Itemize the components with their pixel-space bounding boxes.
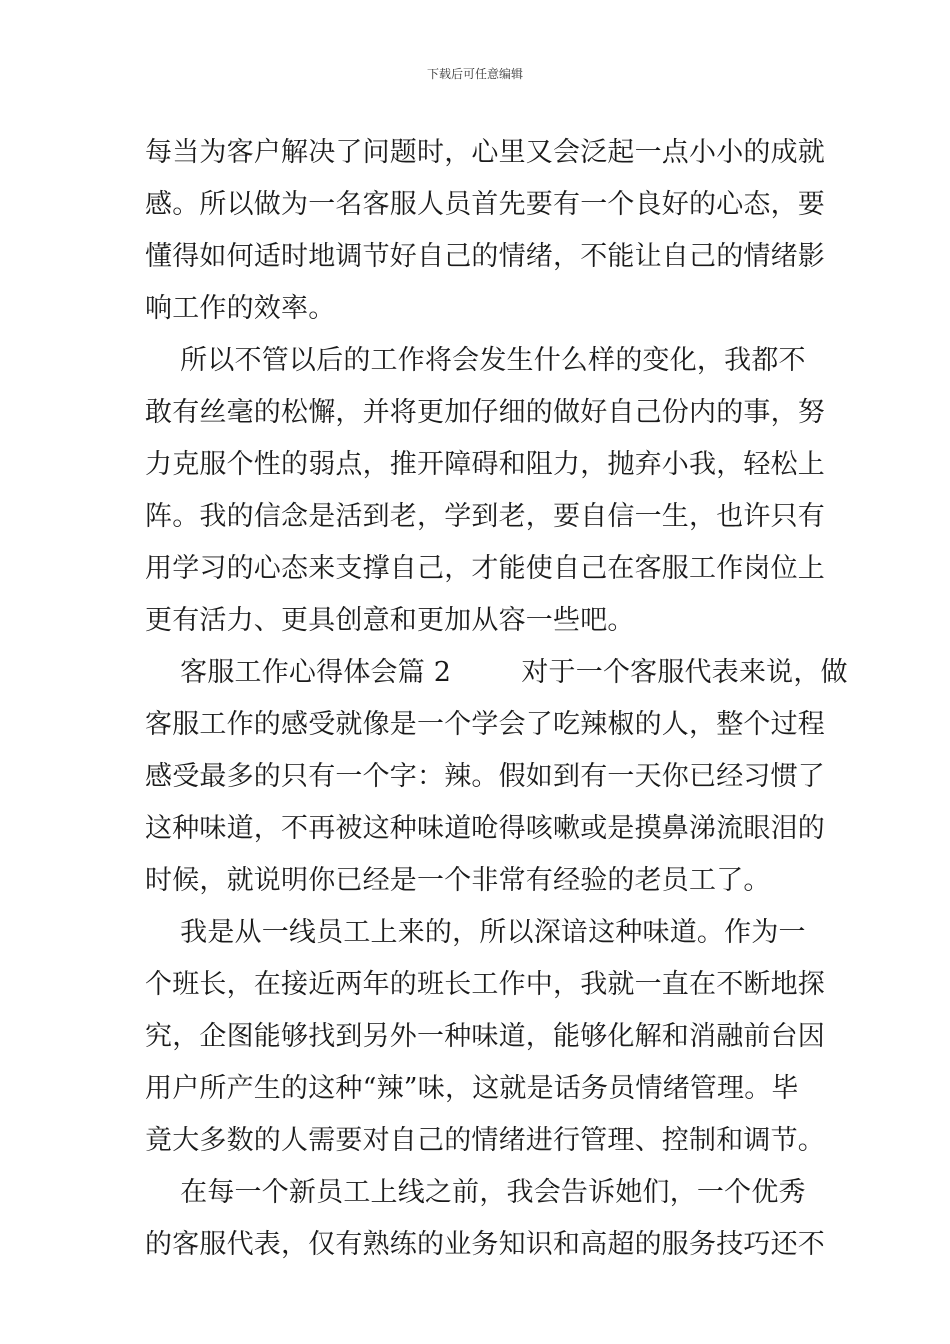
- text-line: 个班长，在接近两年的班长工作中，我就一直在不断地探: [145, 969, 825, 1000]
- text-line: 响工作的效率。: [145, 293, 336, 324]
- text-line: 力克服个性的弱点，推开障碍和阻力，抛弃小我，轻松上: [145, 449, 825, 480]
- text-line: 阵。我的信念是活到老，学到老，要自信一生，也许只有: [145, 501, 825, 532]
- text-line: 这种味道，不再被这种味道呛得咳嗽或是摸鼻涕流眼泪的: [145, 813, 825, 844]
- text-line: 感。所以做为一名客服人员首先要有一个良好的心态，要: [145, 189, 825, 220]
- text-line: 敢有丝毫的松懈，并将更加仔细的做好自己份内的事，努: [145, 397, 825, 428]
- text-line: 的客服代表，仅有熟练的业务知识和高超的服务技巧还不: [145, 1229, 825, 1260]
- document-body: [145, 127, 848, 1271]
- text-line: 每当为客户解决了问题时，心里又会泛起一点小小的成就: [145, 137, 825, 168]
- text-line: 更有活力、更具创意和更加从容一些吧。: [145, 605, 635, 636]
- text-line: 感受最多的只有一个字：辣。假如到有一天你已经习惯了: [145, 761, 825, 792]
- text-line: 客服工作心得体会篇 2 对于一个客服代表来说，做: [145, 657, 848, 688]
- text-line: 客服工作的感受就像是一个学会了吃辣椒的人，整个过程: [145, 709, 825, 740]
- text-line: 用户所产生的这种“辣”味，这就是话务员情绪管理。毕: [145, 1073, 799, 1104]
- text-line: 我是从一线员工上来的，所以深谙这种味道。作为一: [145, 917, 806, 948]
- text-line: 竟大多数的人需要对自己的情绪进行管理、控制和调节。: [145, 1125, 825, 1156]
- text-line: 在每一个新员工上线之前，我会告诉她们，一个优秀: [145, 1177, 806, 1208]
- text-line: 时候，就说明你已经是一个非常有经验的老员工了。: [145, 865, 771, 896]
- text-line: 究，企图能够找到另外一种味道，能够化解和消融前台因: [145, 1021, 825, 1052]
- text-line: 懂得如何适时地调节好自己的情绪，不能让自己的情绪影: [145, 241, 825, 272]
- text-line: 所以不管以后的工作将会发生什么样的变化，我都不: [145, 345, 806, 376]
- page-header: 下载后可任意编辑: [426, 67, 523, 81]
- text-line: 用学习的心态来支撑自己，才能使自己在客服工作岗位上: [145, 553, 825, 584]
